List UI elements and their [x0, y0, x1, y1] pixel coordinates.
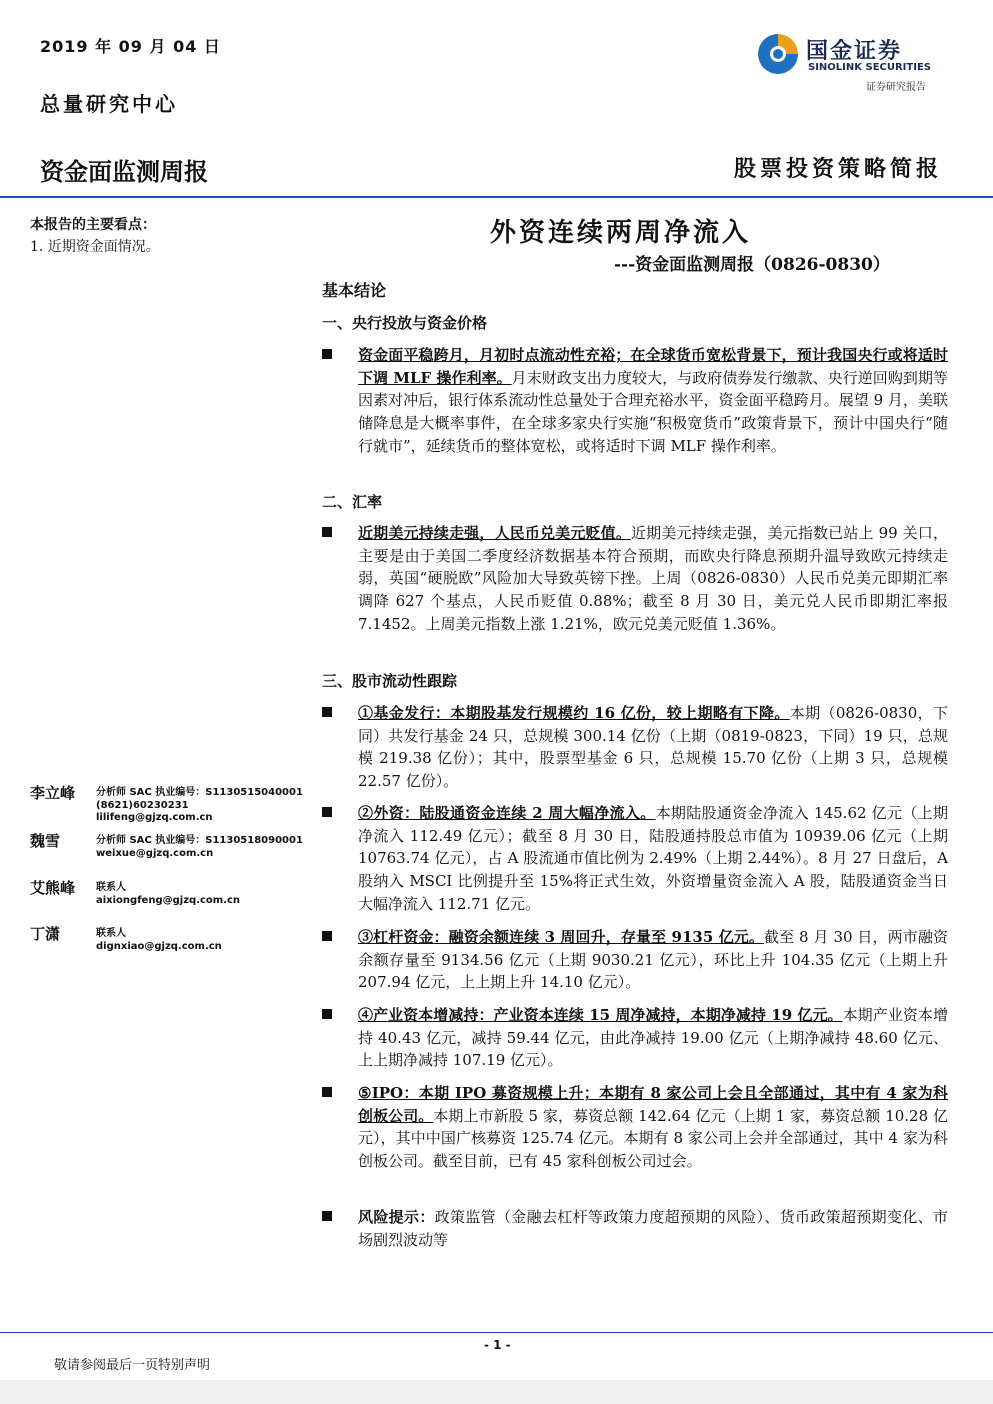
- bullet-square-icon: [322, 1087, 332, 1097]
- report-category: 股票投资策略简报: [734, 156, 943, 182]
- bullet-square-icon: [322, 807, 332, 817]
- report-date: 2019 年 09 月 04 日: [40, 37, 221, 56]
- bullet-body: 本期陆股通资金净流入 145.62 亿元（上期净流入 112.49 亿元）；截至 8 月 30 日，陆股通持股总市值为 10939.06 亿元（上期 10763.74 亿元），占 A 股流通市值比例为 2.49%（上期 2.44%）。8 月 27 日盘后，A 股纳入 MSCI 比例提升至 15%将正式生效，外资增量资金流入 A 股，陆股通资金当日大幅净流入 112.71 亿元。: [358, 804, 948, 913]
- bullet-fx: [322, 522, 948, 636]
- section-heading-fx: 二、汇率: [322, 493, 383, 511]
- bullet-lead: ①基金发行：本期股基发行规模约 16 亿份，较上期略有下降。: [358, 704, 790, 722]
- main-title: 外资连续两周净流入: [490, 218, 752, 248]
- analyst-info: [96, 835, 303, 860]
- bullet-lead: ⑤IPO：本期 IPO 募资规模上升；本期有 8 家公司上会且全部通过，其中有 4 家为科创板公司。: [358, 1084, 948, 1125]
- analyst-name: 艾熊峰: [30, 879, 76, 897]
- bullet-square-icon: [322, 1211, 332, 1221]
- section-heading-pboc: 一、央行投放与资金价格: [322, 314, 488, 332]
- bullet-body: 近期美元持续走强，美元指数已站上 99 关口，主要是由于美国二季度经济数据基本符合预期，而欧央行降息预期升温导致欧元持续走弱，英国“硬脱欧”风险加大导致英镑下挫。上周（0826-0830）人民币兑美元即期汇率调降 627 个基点，人民币贬值 0.88%；截至 8 月 30 日，美元兑人民币即期汇率报 7.1452。上周美元指数上涨 1.21%，欧元兑美元贬值 1.36%。: [358, 524, 948, 633]
- analyst-name: 李立峰: [30, 784, 76, 802]
- analyst-license: 分析师 SAC 执业编号：S1130515040001: [96, 787, 303, 798]
- bullet-foreign-capital: [322, 802, 948, 916]
- analyst-email[interactable]: lilifeng@gjzq.com.cn: [96, 812, 213, 823]
- header-divider: [0, 196, 993, 198]
- bullet-risk: [322, 1206, 948, 1251]
- bullet-lead: 资金面平稳跨月，月初时点流动性充裕；在全球货币宽松背景下，预计我国央行或将适时下调 MLF 操作利率。: [358, 346, 948, 387]
- sub-title: ---资金面监测周报（0826-0830）: [614, 255, 890, 275]
- bullet-square-icon: [322, 527, 332, 537]
- bullet-pboc: [322, 344, 948, 458]
- bullet-leverage: [322, 926, 948, 994]
- bullet-body: 截至 8 月 30 日，两市融资余额存量至 9134.56 亿元（上期 9030.21 亿元），环比上升 104.35 亿元（上期上升 207.94 亿元，上上期上升 14.10 亿元）。: [358, 928, 948, 992]
- analyst-info: [96, 787, 303, 825]
- bullet-fund-issuance: [322, 702, 948, 793]
- analyst-email[interactable]: dignxiao@gjzq.com.cn: [96, 940, 222, 952]
- bullet-lead: ②外资：陆股通资金连续 2 周大幅净流入。: [358, 804, 656, 822]
- page-number: - 1 -: [484, 1338, 511, 1352]
- footer-bar: [0, 1380, 993, 1404]
- analyst-info: [96, 882, 240, 907]
- bullet-body: 本期产业资本增持 40.43 亿元，减持 59.44 亿元，由此净减持 19.00 亿元（上期净减持 48.60 亿元、上上期净减持 107.19 亿元）。: [358, 1006, 948, 1070]
- analyst-role: 联系人: [96, 882, 126, 893]
- research-center: 总量研究中心: [40, 92, 178, 116]
- highlights-heading: 本报告的主要看点：: [30, 217, 156, 233]
- analyst-name: 魏雪: [30, 832, 61, 850]
- disclaimer: 敬请参阅最后一页特别声明: [54, 1358, 211, 1373]
- analyst-role: 联系人: [96, 928, 126, 939]
- bullet-ipo: [322, 1082, 948, 1173]
- bullet-industrial-capital: [322, 1004, 948, 1072]
- bullet-square-icon: [322, 707, 332, 717]
- bullet-lead: 近期美元持续走强，人民币兑美元贬值。: [358, 524, 632, 542]
- bullet-square-icon: [322, 931, 332, 941]
- bullet-square-icon: [322, 349, 332, 359]
- logo-subtitle: 证券研究报告: [866, 82, 926, 93]
- logo-cn-text: 国金证券: [806, 39, 903, 64]
- highlights-item: 1. 近期资金面情况。: [30, 239, 160, 255]
- analyst-license: 分析师 SAC 执业编号：S1130518090001: [96, 835, 303, 846]
- bullet-body: 政策监管（金融去杠杆等政策力度超预期的风险）、货币政策超预期变化、市场剧烈波动等: [358, 1208, 948, 1249]
- logo-mark-icon: [756, 32, 800, 76]
- analyst-info: [96, 928, 222, 953]
- bullet-lead: ④产业资本增减持：产业资本连续 15 周净减持，本期净减持 19 亿元。: [358, 1006, 843, 1024]
- basic-conclusion-heading: 基本结论: [322, 281, 387, 300]
- analyst-email[interactable]: aixiongfeng@gjzq.com.cn: [96, 894, 241, 906]
- analyst-phone: (8621)60230231: [96, 799, 189, 811]
- analyst-email[interactable]: weixue@gjzq.com.cn: [96, 847, 214, 859]
- footer-divider: [0, 1332, 993, 1333]
- bullet-lead: ③杠杆资金：融资余额连续 3 周回升，存量至 9135 亿元。: [358, 928, 764, 946]
- report-type: 资金面监测周报: [40, 158, 208, 186]
- bullet-body: 本期（0826-0830，下同）共发行基金 24 只，总规模 300.14 亿份（上期（0819-0823，下同）19 只，总规模 219.38 亿份）；其中，股票型基金 6 只，总规模 15.70 亿份（上期 3 只，总规模 22.57 亿份）。: [358, 704, 948, 791]
- bullet-lead: 风险提示：: [358, 1208, 435, 1226]
- bullet-square-icon: [322, 1009, 332, 1019]
- bullet-body: 本期上市新股 5 家，募资总额 142.64 亿元（上期 1 家，募资总额 10.28 亿元），其中中国广核募资 125.74 亿元。本期有 8 家公司上会并全部通过，其中 4 家为科创板公司。截至目前，已有 45 家科创板公司过会。: [358, 1106, 948, 1171]
- analyst-name: 丁潇: [30, 925, 61, 943]
- section-heading-liquidity: 三、股市流动性跟踪: [322, 672, 458, 690]
- bullet-body: 月末财政支出力度较大，与政府债券发行缴款、央行逆回购到期等因素对冲后，银行体系流动性总量处于合理充裕水平，资金面平稳跨月。展望 9 月，美联储降息是大概率事件，在全球多家央行实施“积极宽货币”政策背景下，预计中国央行“随行就市”，延续货币的整体宽松，或将适时下调 MLF 操作利率。: [358, 368, 948, 455]
- logo-en-text: SINOLINK SECURITIES: [808, 62, 931, 73]
